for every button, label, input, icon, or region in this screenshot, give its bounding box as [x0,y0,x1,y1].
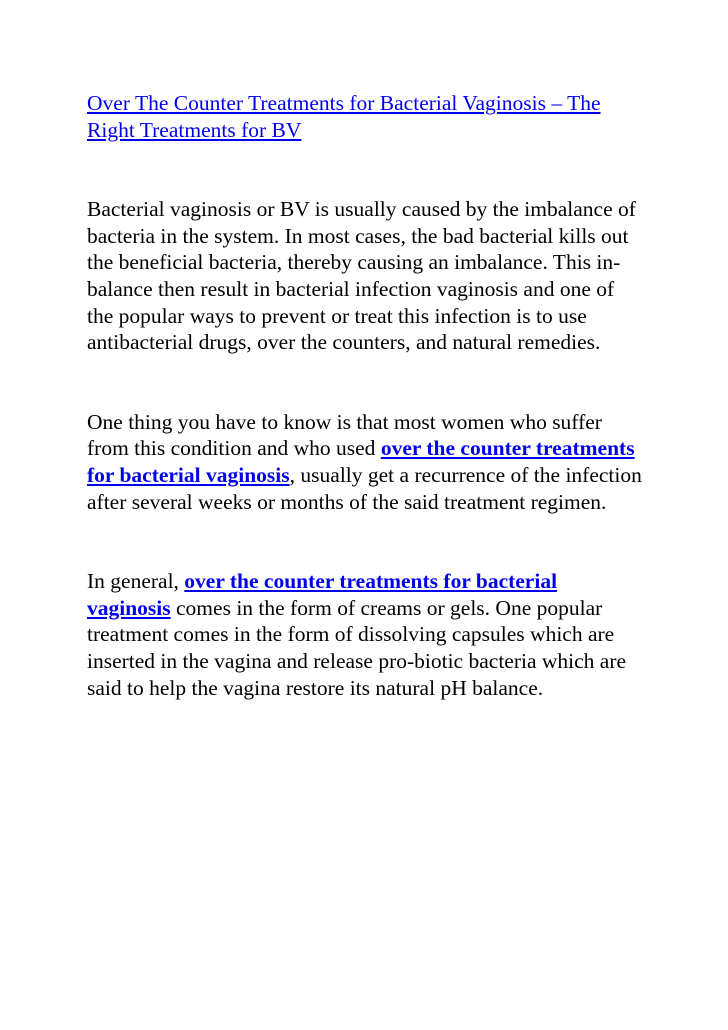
treatments-link-1[interactable]: over the counter treatments for bacterial vaginosis [87,436,635,487]
document-page [87,90,642,701]
title-heading [87,90,642,143]
paragraph-3-text-after: comes in the form of creams or gels. One popular treatment comes in the form of dissolving capsules which are inserted in the vagina and release pro-biotic bacteria which are said to help the vagina restore its natural pH balance. [87,595,627,700]
treatments-link-2[interactable]: over the counter treatments for bacterial vaginosis [87,569,558,620]
paragraph-1: Bacterial vaginosis or BV is usually caused by the imbalance of bacteria in the system. In most cases, the bad bacterial kills out the beneficial bacteria, thereby causing an imbalance. This in-balance then result in bacterial infection vaginosis and one of the popular ways to prevent or treat this infection is to use antibacterial drugs, over the counters, and natural remedies. [87,197,636,355]
title-link[interactable]: Over The Counter Treatments for Bacterial Vaginosis – The Right Treatments for BV [87,91,601,142]
paragraph-3-text-before: In general, [87,569,185,594]
paragraph-3 [87,568,642,701]
paragraph-2-text-after: , usually get a recurrence of the infection after several weeks or months of the said treatment regimen. [87,462,642,514]
paragraph-2-text-before: One thing you have to know is that most women who suffer from this condition and who used [87,409,602,461]
paragraph-2 [87,409,642,515]
